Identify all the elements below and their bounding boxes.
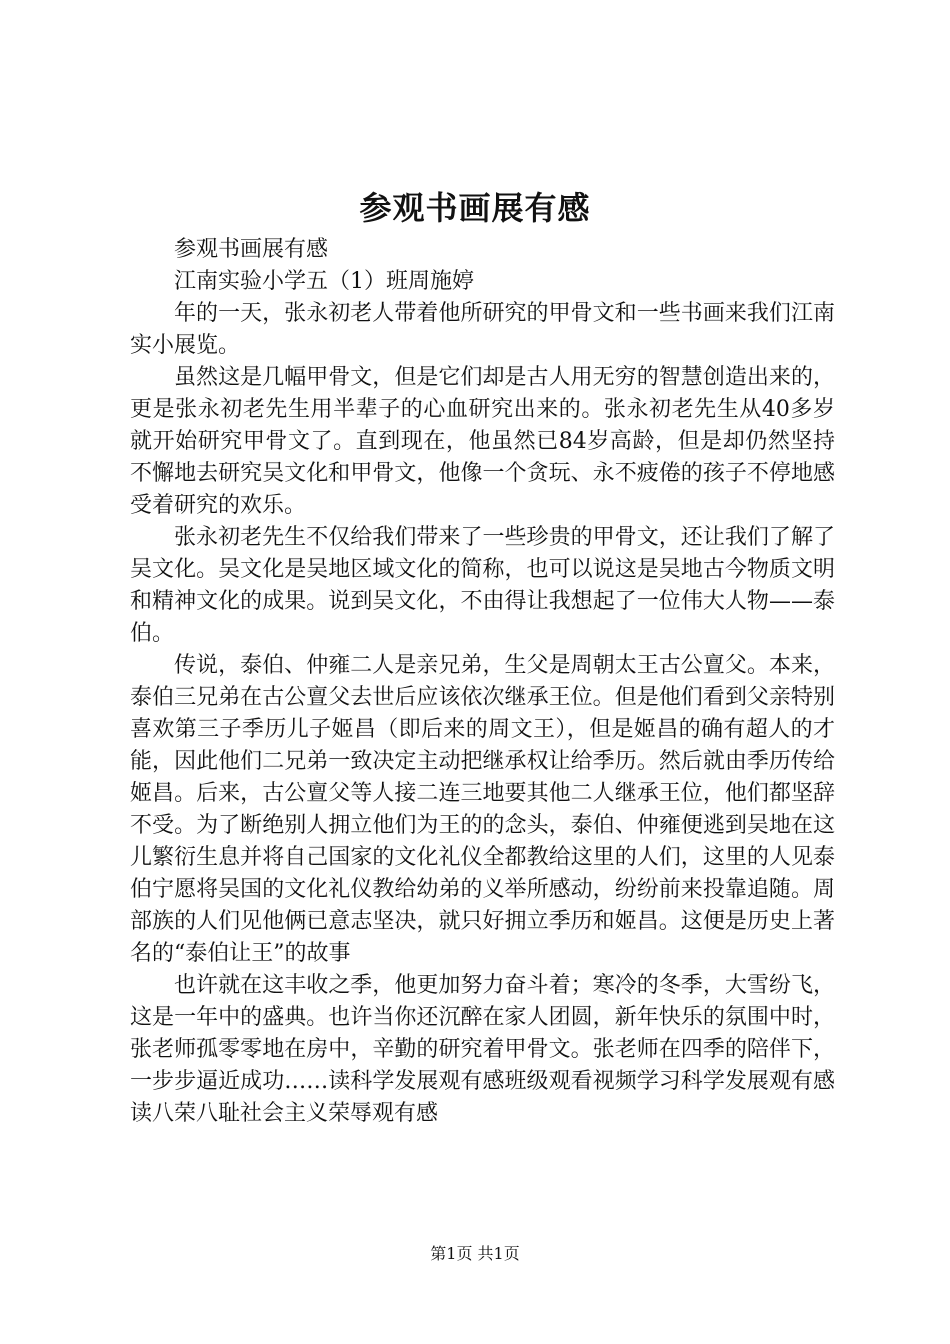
paragraph-wu-culture: 张永初老先生不仅给我们带来了一些珍贵的甲骨文，还让我们了解了吴文化。吴文化是吴地区域文化的简称，也可以说这是吴地古今物质文明和精神文化的成果。说到吴文化，不由得让我想起了一位伟大人物——泰伯。 <box>130 525 835 646</box>
page-number-footer: 第1页 共1页 <box>430 1244 520 1263</box>
paragraph-author: 江南实验小学五（1）班周施婷 <box>174 269 474 294</box>
paragraph-subtitle: 参观书画展有感 <box>174 237 329 262</box>
paragraph-oracle-bones: 虽然这是几幅甲骨文，但是它们却是古人用无穷的智慧创造出来的，更是张永初老先生用半辈子的心血研究出来的。张永初老先生从40多岁就开始研究甲骨文了。直到现在，他虽然已84岁高龄，但是却仍然坚持不懈地去研究吴文化和甲骨文，他像一个贪玩、永不疲倦的孩子不停地感受着研究的欢乐。 <box>130 365 835 518</box>
document-title: 参观书画展有感 <box>359 189 591 227</box>
document-body <box>130 234 835 1130</box>
paragraph-seasons: 也许就在这丰收之季，他更加努力奋斗着；寒冷的冬季，大雪纷飞，这是一年中的盛典。也许当你还沉醉在家人团圆，新年快乐的氛围中时，张老师孤零零地在房中，辛勤的研究着甲骨文。张老师在四季的陪伴下，一步步逼近成功……读科学发展观有感班级观看视频学习科学发展观有感读八荣八耻社会主义荣辱观有感 <box>130 973 835 1126</box>
paragraph-taibo-legend: 传说，泰伯、仲雍二人是亲兄弟，生父是周朝太王古公亶父。本来，泰伯三兄弟在古公亶父去世后应该依次继承王位。但是他们看到父亲特别喜欢第三子季历儿子姬昌（即后来的周文王），但是姬昌的确有超人的才能，因此他们二兄弟一致决定主动把继承权让给季历。然后就由季历传给姬昌。后来，古公亶父等人接二连三地要其他二人继承王位，他们都坚辞不受。为了断绝别人拥立他们为王的的念头，泰伯、仲雍便逃到吴地在这儿繁衍生息并将自己国家的文化礼仪全都教给这里的人们，这里的人见泰伯宁愿将吴国的文化礼仪教给幼弟的义举所感动，纷纷前来投靠追随。周部族的人们见他俩已意志坚决，就只好拥立季历和姬昌。这便是历史上著名的“泰伯让王”的故事 <box>130 653 835 966</box>
paragraph-intro: 年的一天，张永初老人带着他所研究的甲骨文和一些书画来我们江南实小展览。 <box>130 301 835 358</box>
